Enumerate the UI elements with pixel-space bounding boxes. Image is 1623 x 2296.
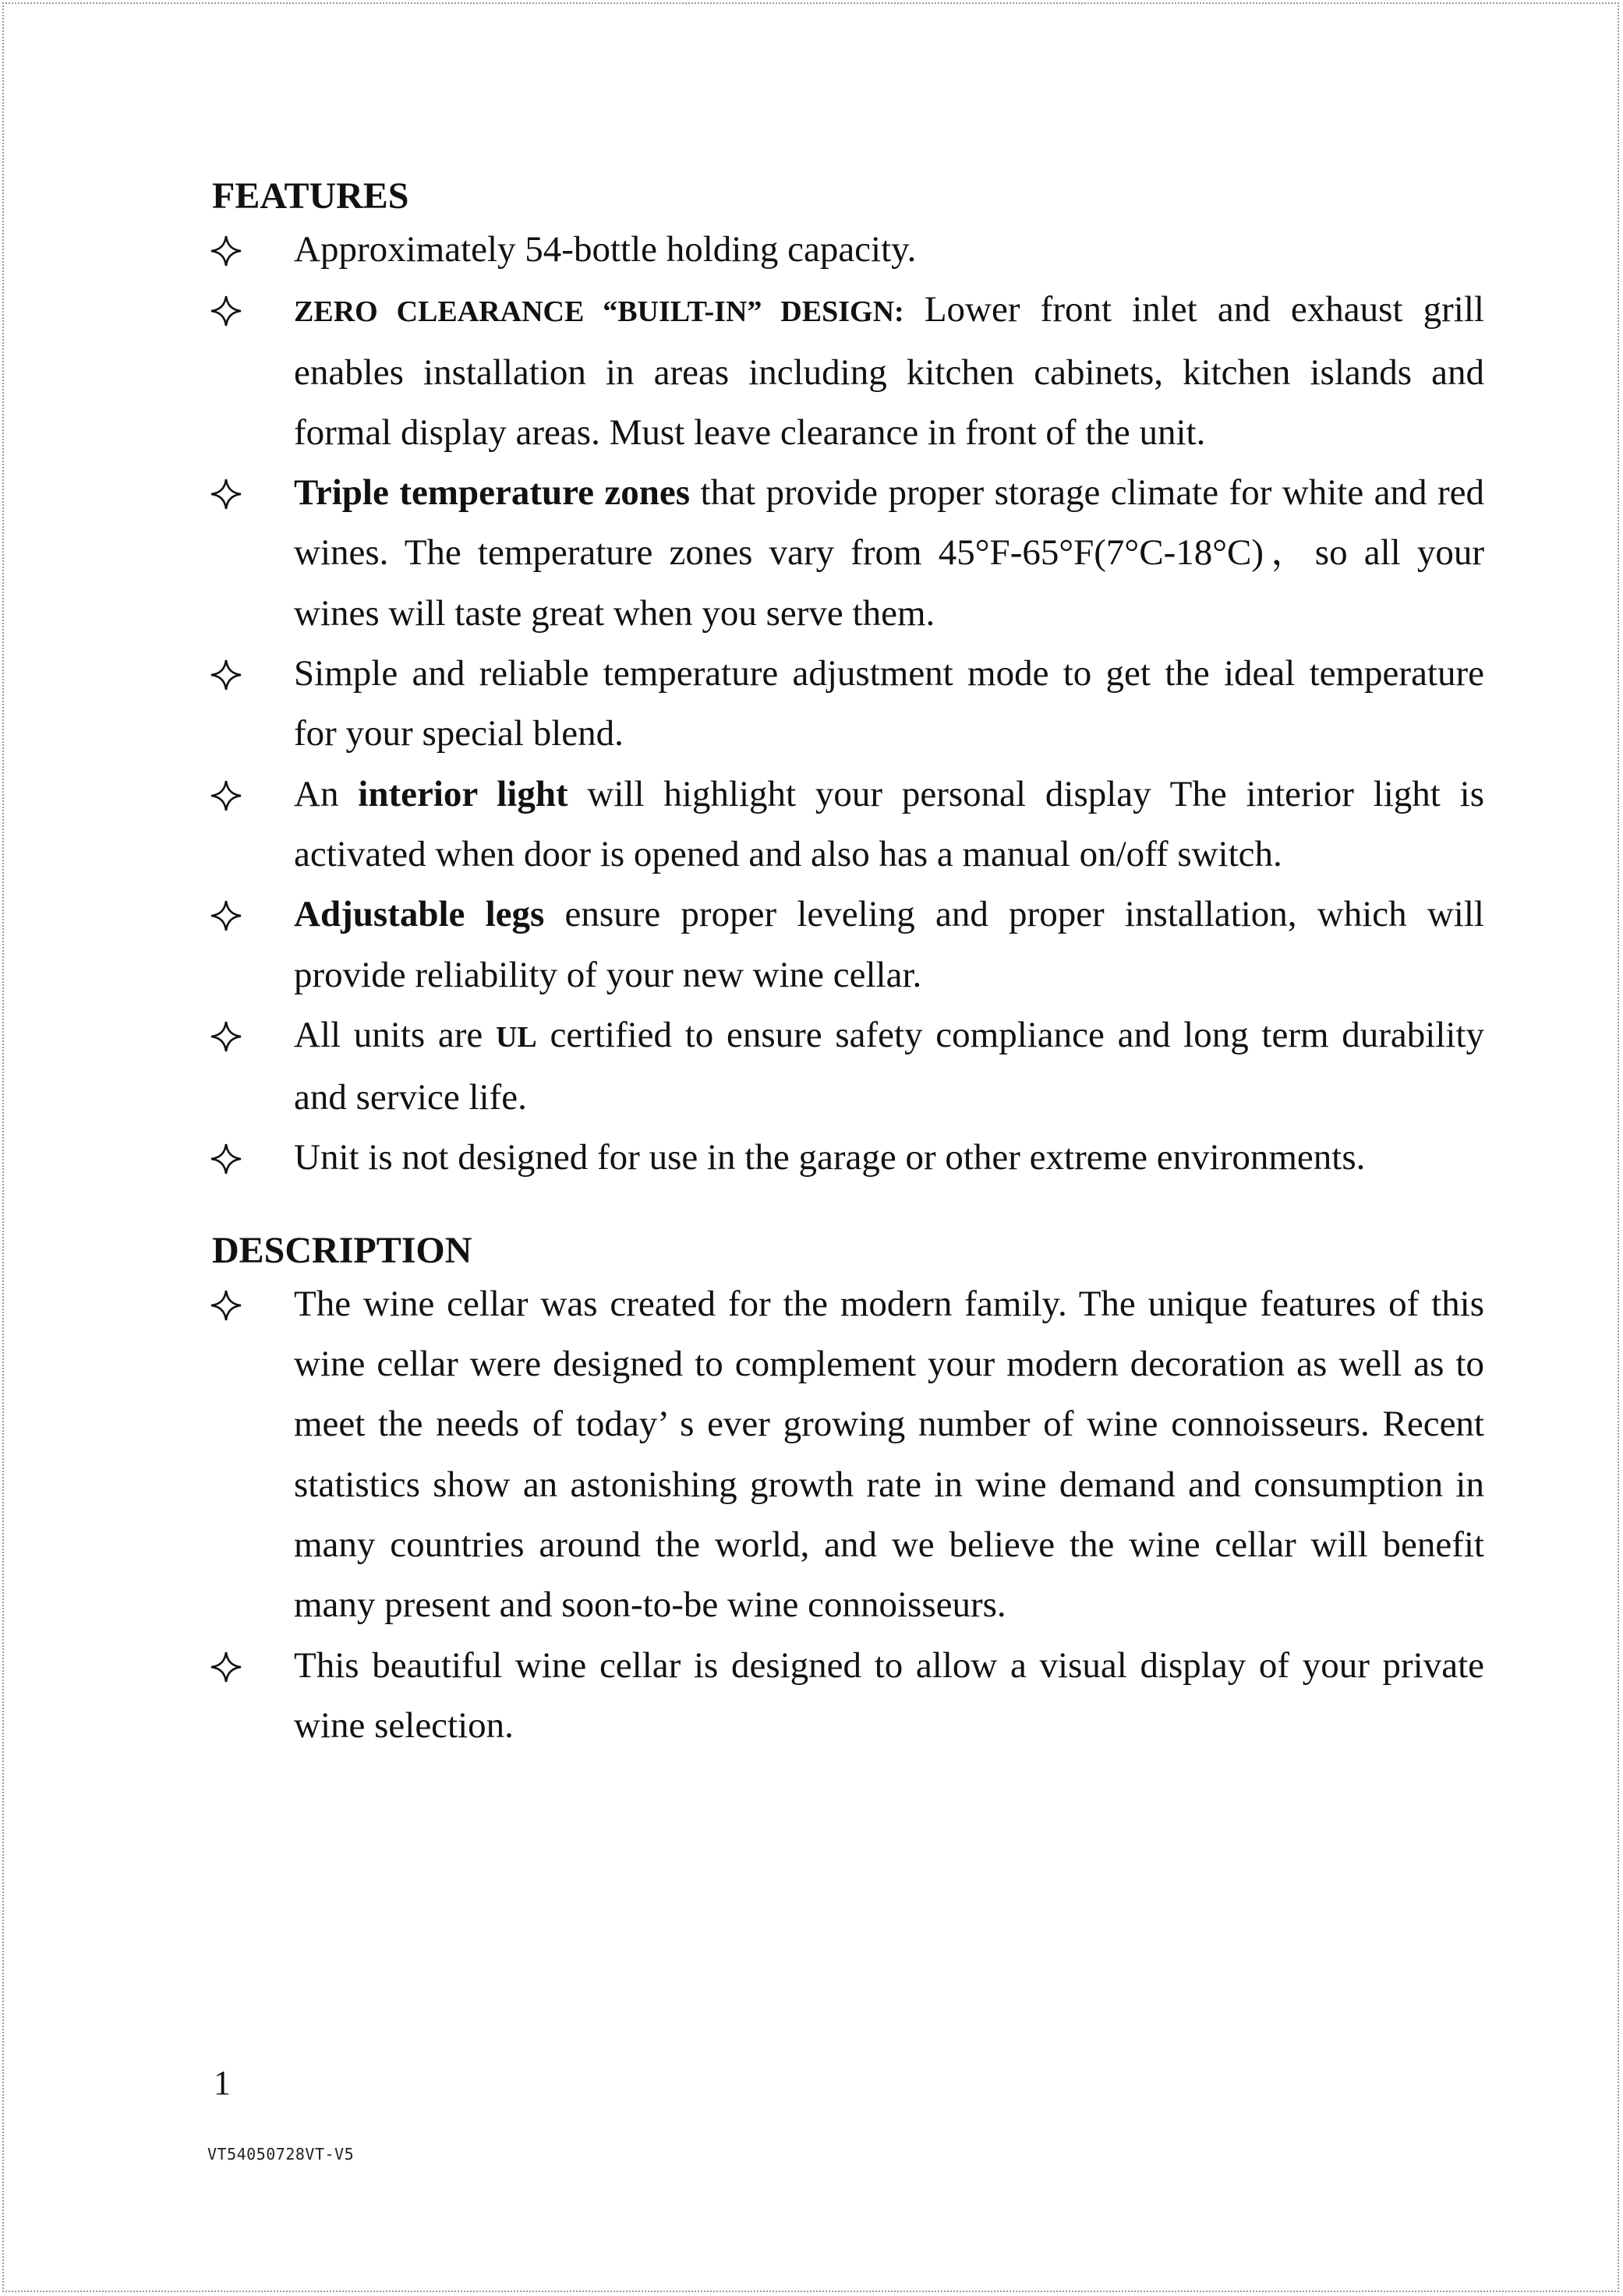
description-list — [212, 1274, 1484, 1756]
feature-text-prefix: All units are — [294, 1014, 496, 1055]
description-item — [212, 1274, 1484, 1636]
feature-text: will highlight your personal display The interior light is activated when door is opened and also has a manual on/off switch. — [294, 773, 1484, 874]
description-item — [212, 1636, 1484, 1757]
feature-item — [212, 885, 1484, 1005]
features-list — [212, 220, 1484, 1189]
four-point-star-icon — [210, 479, 242, 510]
feature-item — [212, 644, 1484, 765]
feature-item — [212, 463, 1484, 644]
section-spacer — [212, 1189, 1484, 1227]
feature-text: Unit is not designed for use in the garage or other extreme environments. — [294, 1137, 1366, 1178]
feature-bold-term: interior light — [358, 773, 568, 814]
description-text: This beautiful wine cellar is designed to allow a visual display of your private wine selection. — [294, 1644, 1484, 1746]
feature-text: that provide proper storage climate for white and red wines. The temperature zones vary from 45°F-65°F(7°C-18°C)，so all your wines will taste great when you serve them. — [294, 472, 1485, 634]
feature-text: Simple and reliable temperature adjustment mode to get the ideal temperature for your special blend. — [294, 653, 1484, 754]
page-number: 1 — [214, 2064, 231, 2102]
feature-bold-term: Triple temperature zones — [294, 472, 691, 514]
four-point-star-icon — [210, 659, 242, 691]
four-point-star-icon — [210, 780, 242, 811]
four-point-star-icon — [210, 1021, 242, 1052]
four-point-star-icon — [210, 1143, 242, 1174]
feature-bold-term: UL — [495, 1020, 537, 1054]
four-point-star-icon — [210, 295, 242, 327]
feature-text-prefix: An — [294, 773, 359, 814]
feature-item — [212, 280, 1484, 463]
feature-text: ensure proper leveling and proper installation, which will provide reliability of your new wine cellar. — [294, 894, 1484, 995]
feature-text: certified to ensure safety compliance and long term durability and service life. — [294, 1014, 1484, 1118]
feature-bold-term: Adjustable legs — [294, 894, 545, 935]
four-point-star-icon — [210, 1651, 242, 1683]
feature-caps-title: ZERO CLEARANCE “BUILT-IN” DESIGN: — [294, 295, 904, 329]
feature-item — [212, 1128, 1484, 1188]
feature-item — [212, 1005, 1484, 1129]
four-point-star-icon — [210, 235, 242, 267]
feature-item — [212, 765, 1484, 885]
description-text: The wine cellar was created for the modern family. The unique features of this wine cellar were designed to complement your modern decoration as well as to meet the needs of today’ s ever growing number of wine connoisseurs. Recent statistics show an astonishing growth rate in wine demand and consumption in many countries around the world, and we believe the wine cellar will benefit many present and soon-to-be wine connoisseurs. — [294, 1283, 1484, 1626]
features-heading: FEATURES — [212, 175, 409, 217]
document-body — [212, 173, 1484, 1756]
four-point-star-icon — [210, 900, 242, 931]
document-code: VT54050728VT-V5 — [207, 2145, 355, 2164]
four-point-star-icon — [210, 1290, 242, 1321]
description-heading: DESCRIPTION — [212, 1229, 472, 1271]
feature-text: Lower front inlet and exhaust grill enables installation in areas including kitchen cabinets, kitchen islands and formal display areas. Must leave clearance in front of the unit. — [294, 289, 1484, 453]
feature-text: Approximately 54-bottle holding capacity. — [294, 229, 917, 270]
feature-item — [212, 220, 1484, 280]
